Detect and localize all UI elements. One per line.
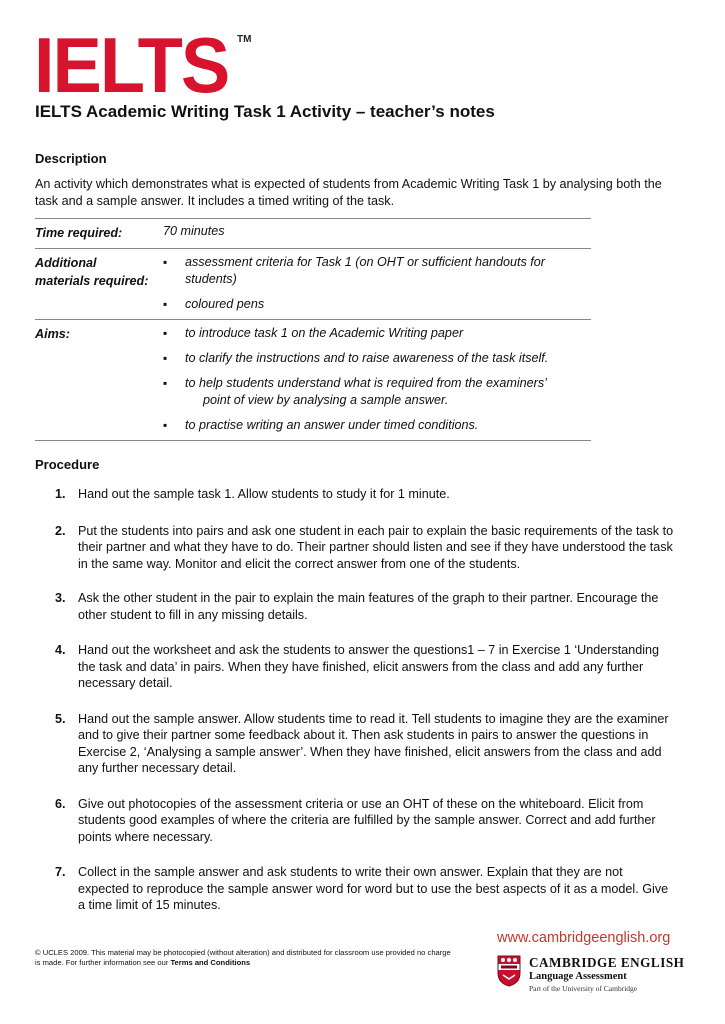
aim-text: to help students understand what is required from the examiners’ xyxy=(185,376,547,390)
page-title: IELTS Academic Writing Task 1 Activity – teacher’s notes xyxy=(35,102,495,121)
materials-label: Additional materials required: xyxy=(35,256,149,288)
cambridge-english-logo xyxy=(497,955,697,995)
procedure-step xyxy=(35,486,675,503)
list-item: ▪ to practise writing an answer under timed conditions. xyxy=(163,417,591,434)
brand-name: CAMBRIDGE ENGLISH xyxy=(529,955,685,970)
cambridge-crest-icon xyxy=(497,955,521,987)
description-heading: Description xyxy=(35,151,107,166)
step-text: Hand out the worksheet and ask the students to answer the questions1 – 7 in Exercise 1 ‘Understanding the task and data’ in pairs. When they have finished, elicit answers from the class and add any further necessary detail. xyxy=(78,643,660,690)
terms-link[interactable]: Terms and Conditions xyxy=(170,958,251,967)
step-number: 6. xyxy=(55,796,66,811)
aims-label: Aims: xyxy=(35,327,70,341)
procedure-step xyxy=(35,590,675,623)
step-number: 5. xyxy=(55,711,66,726)
aim-text-continued: point of view by analysing a sample answer. xyxy=(203,393,449,407)
step-text: Collect in the sample answer and ask students to write their own answer. Explain that they are not expected to reproduce the sample answer word for word but to use the best aspects of it as a model. Give a time limit of 15 minutes. xyxy=(78,865,669,912)
procedure-step xyxy=(35,642,675,692)
list-item: ▪ to introduce task 1 on the Academic Writing paper xyxy=(163,325,591,342)
time-label: Time required: xyxy=(35,226,123,240)
ielts-logo xyxy=(34,21,252,109)
step-text: Give out photocopies of the assessment criteria or use an OHT of these on the whiteboard. Elicit from students good examples of where the criteria are fulfilled by the sample answer. Correct and add further points where necessary. xyxy=(78,796,656,844)
procedure-step xyxy=(35,864,675,914)
materials-list xyxy=(163,254,591,313)
website-link[interactable]: www.cambridgeenglish.org xyxy=(497,930,671,946)
time-value: 70 minutes xyxy=(163,224,225,238)
step-text: Hand out the sample answer. Allow students time to read it. Tell students to imagine they are the examiner and to give their partner some feedback about it. Then ask students in pairs to answer the questions in Exercise 2, ‘Analysing a sample answer’. When they have finished, elicit answers from the class and add any further necessary detail. xyxy=(78,711,669,775)
step-number: 7. xyxy=(55,865,66,879)
list-item: ▪ coloured pens xyxy=(163,296,591,313)
list-item: ▪ assessment criteria for Task 1 (on OHT or sufficient handouts for students) xyxy=(163,254,591,288)
step-text: Put the students into pairs and ask one student in each pair to explain the basic requirements of the task to their partner and what they have to do. Their partner should listen and see if they have understood the task in the same way. Monitor and elicit the correct answer from one of the students. xyxy=(78,523,674,571)
aims-list xyxy=(163,325,591,434)
procedure-step xyxy=(35,796,675,846)
ielts-logo-text: IELTS xyxy=(34,21,229,109)
step-number: 4. xyxy=(55,643,66,657)
time-row xyxy=(35,219,591,249)
materials-row xyxy=(35,249,591,320)
brand-affiliation: Part of the University of Cambridge xyxy=(529,984,638,993)
trademark-symbol: TM xyxy=(237,34,252,45)
brand-subtitle: Language Assessment xyxy=(529,971,627,982)
description-text: An activity which demonstrates what is expected of students from Academic Writing Task 1 by analysing both the task and a sample answer. It includes a timed writing of the task. xyxy=(35,177,662,208)
step-number: 2. xyxy=(55,523,66,538)
step-number: 3. xyxy=(55,591,66,605)
activity-details-table xyxy=(35,218,591,441)
procedure-step xyxy=(35,523,675,573)
copyright-notice xyxy=(35,948,455,968)
aims-row xyxy=(35,320,591,441)
list-item: ▪ to clarify the instructions and to raise awareness of the task itself. xyxy=(163,350,591,367)
step-number: 1. xyxy=(55,487,66,501)
step-text: Hand out the sample task 1. Allow students to study it for 1 minute. xyxy=(78,487,450,501)
list-item xyxy=(163,375,591,409)
copyright-text: © UCLES 2009. This material may be photocopied (without alteration) and distributed for classroom use provided no charge is made. For further information see our xyxy=(35,948,451,967)
procedure-step xyxy=(35,711,675,777)
step-text: Ask the other student in the pair to explain the main features of the graph to their partner. Encourage the other student to fill in any missing details. xyxy=(78,591,659,622)
procedure-heading: Procedure xyxy=(35,457,100,472)
procedure-steps xyxy=(35,486,675,914)
